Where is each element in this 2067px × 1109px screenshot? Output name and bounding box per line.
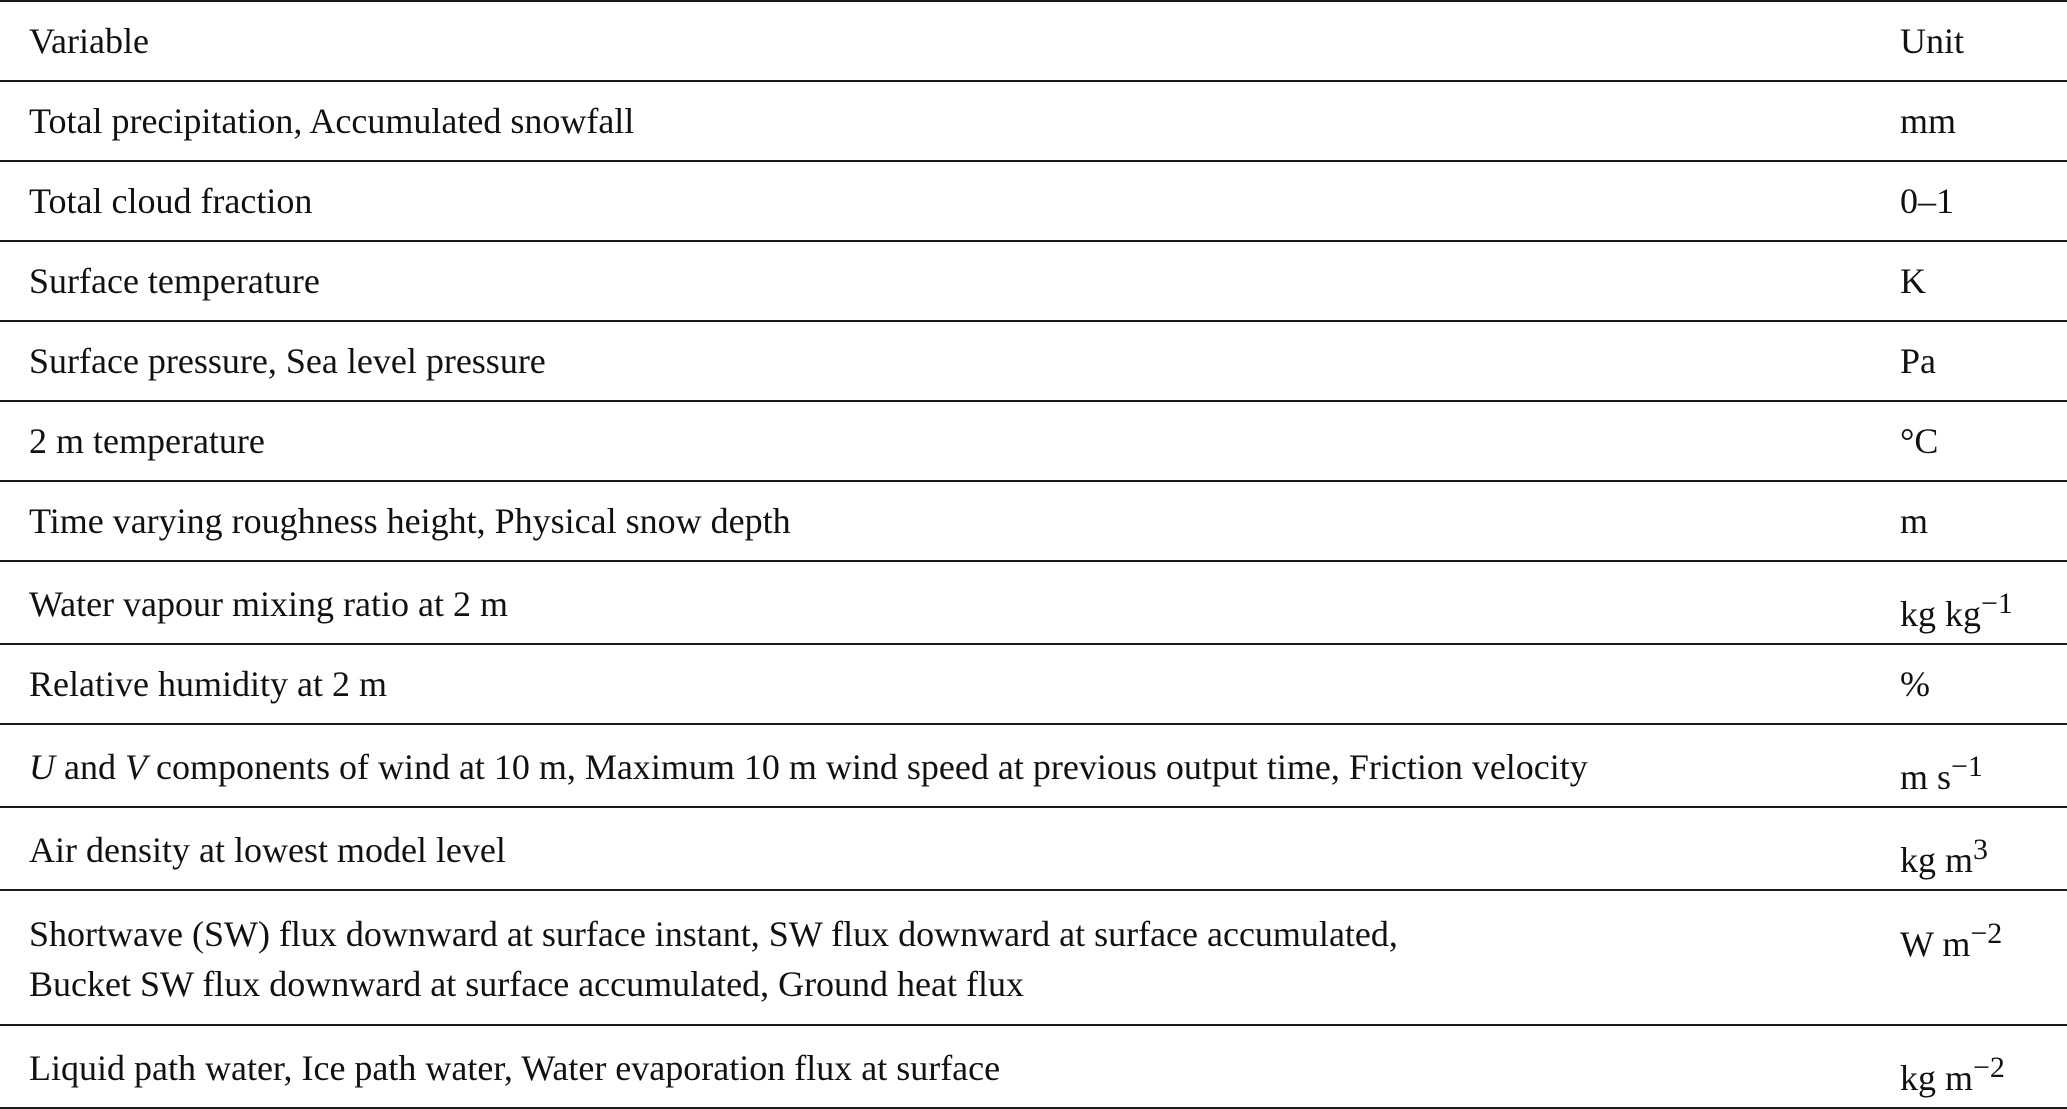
variable-cell: Surface temperature [29,261,320,301]
variable-cell: Time varying roughness height, Physical snow depth [29,501,791,541]
table-row [0,242,2067,322]
variable-cell: Air density at lowest model level [29,830,506,870]
unit-exponent: −1 [1981,587,2013,620]
table-row [0,1026,2067,1109]
variable-cell: 2 m temperature [29,421,265,461]
table-row [0,82,2067,162]
table-row [0,482,2067,562]
unit-cell [1870,579,2067,639]
variable-and: and [55,747,125,787]
table-row [0,725,2067,808]
variable-symbol-v: V [124,747,147,787]
variable-cell [0,909,1870,1009]
variable-cell: Relative humidity at 2 m [29,664,387,704]
table-row [0,891,2067,1026]
unit-exponent: −1 [1951,750,1983,783]
unit-base: kg kg [1900,594,1981,634]
variable-symbol-u: U [29,747,55,787]
unit-cell [1870,825,2067,885]
unit-cell [1870,742,2067,802]
variable-cell: Water vapour mixing ratio at 2 m [29,584,508,624]
unit-exponent: 3 [1973,833,1989,866]
table-row [0,562,2067,645]
header-variable: Variable [29,21,149,61]
unit-exponent: −2 [1973,1051,2005,1084]
unit-cell [1870,1043,2067,1103]
variable-cell: Total precipitation, Accumulated snowfall [29,101,635,141]
table-header-row [0,2,2067,82]
unit-cell [1870,909,2067,969]
unit-cell: % [1900,664,1930,704]
unit-cell: °C [1900,421,1939,461]
unit-exponent: −2 [1970,917,2003,950]
table-row [0,645,2067,725]
unit-cell: Pa [1900,341,1936,381]
table-row [0,402,2067,482]
unit-cell: mm [1900,101,1957,141]
variable-cell: Total cloud fraction [29,181,313,221]
unit-cell: 0–1 [1900,181,1954,221]
table-row [0,162,2067,242]
table-row [0,322,2067,402]
variable-cell [0,742,1870,792]
table-row [0,808,2067,891]
unit-cell: K [1900,261,1926,301]
unit-base: kg m [1900,840,1974,880]
unit-base: kg m [1900,1058,1974,1098]
variable-line-1: Shortwave (SW) flux downward at surface instant, SW flux downward at surface accumulated, [29,914,1398,954]
variable-cell: Surface pressure, Sea level pressure [29,341,546,381]
unit-cell: m [1900,501,1929,541]
header-unit: Unit [1900,21,1965,61]
variable-cell: Liquid path water, Ice path water, Water evaporation flux at surface [29,1048,1001,1088]
unit-base: W m [1900,924,1971,964]
unit-base: m s [1900,757,1952,797]
variable-line-2: Bucket SW flux downward at surface accumulated, Ground heat flux [29,964,1025,1004]
variable-rest: components of wind at 10 m, Maximum 10 m wind speed at previous output time, Friction velocity [146,747,1588,787]
